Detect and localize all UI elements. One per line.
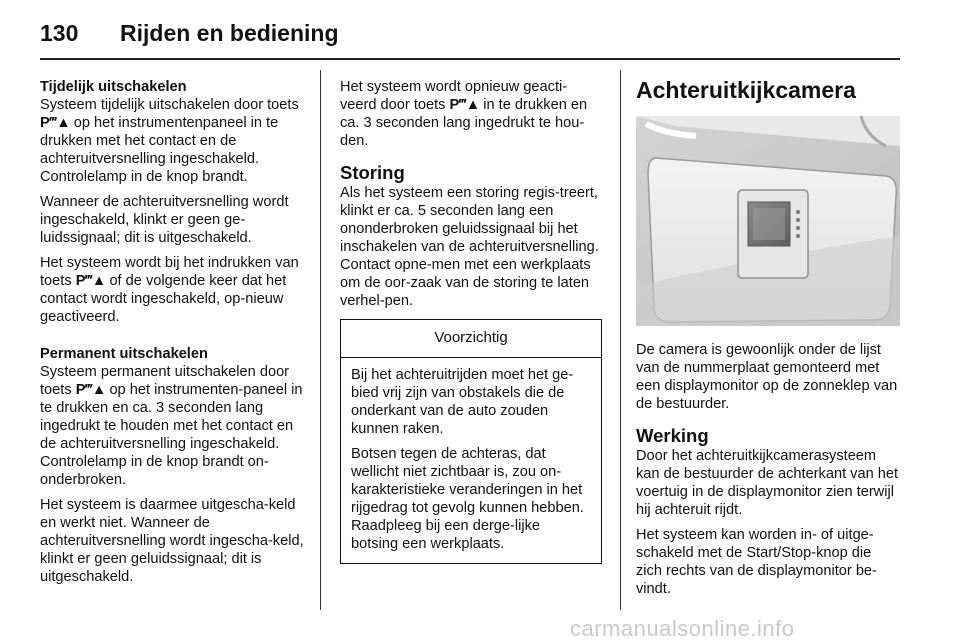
park-assist-button-icon: P′′′▲ bbox=[40, 115, 70, 131]
perm-heading: Permanent uitschakelen bbox=[40, 346, 208, 362]
sun-visor-monitor-illustration bbox=[636, 116, 900, 326]
perm-paragraph-1: Systeem permanent uitschakelen door toets P′′′▲ op het instrumenten-paneel in te drukken en ca. 3 seconden lang ingedrukt te houden met het contact en de achteruitversnelling ingeschakeld. Controlelamp in de knop brandt on-onderbroken. bbox=[40, 364, 303, 488]
storing-paragraph: Als het systeem een storing regis-treert, klinkt er ca. 5 seconden lang een ononderbroken geluidssignaal bij het inschakelen van de achteruitversnelling. Contact opne-men met een werkplaats om de oor-zaak van de storing te laten verhel-pen. bbox=[340, 185, 599, 309]
caution-paragraph-2: Botsen tegen de achteras, dat wellicht niet zichtbaar is, zou on-karakteristieke veranderingen in het rijgedrag tot gevolg kunnen hebben. Raadpleeg bij een derge-lijke botsing een werkplaats. bbox=[351, 446, 584, 552]
werking-heading: Werking bbox=[636, 425, 709, 446]
column-2 bbox=[340, 78, 602, 564]
reactivate-paragraph: Het systeem wordt opnieuw geacti-veerd door toets P′′′▲ in te drukken en ca. 3 seconden lang ingedrukt te hou-den. bbox=[340, 79, 588, 149]
caution-box bbox=[340, 319, 602, 564]
header-rule bbox=[40, 58, 900, 60]
column-divider-1 bbox=[320, 70, 321, 610]
perm-paragraph-2: Het systeem is daarmee uitgescha-keld en werkt niet. Wanneer de achteruitversnelling wordt ingescha-keld, klinkt er geen geluidssignaal; dit is uitgeschakeld. bbox=[40, 497, 304, 585]
section-title: Achteruitkijkcamera bbox=[636, 77, 856, 103]
temp-heading: Tijdelijk uitschakelen bbox=[40, 79, 187, 95]
column-divider-2 bbox=[620, 70, 621, 610]
park-assist-button-icon: P′′′▲ bbox=[449, 97, 480, 113]
chapter-title: Rijden en bediening bbox=[120, 20, 339, 46]
page-number: 130 bbox=[40, 20, 79, 46]
temp-paragraph-2: Wanneer de achteruitversnelling wordt ingeschakeld, klinkt er geen ge-luidssignaal; dit is uitgeschakeld. bbox=[40, 194, 289, 246]
storing-heading: Storing bbox=[340, 162, 405, 183]
page-header bbox=[40, 14, 900, 54]
caution-paragraph-1: Bij het achteruitrijden moet het ge-bied vrij zijn van obstakels die de onderkant van de auto zouden kunnen raken. bbox=[351, 367, 574, 437]
temp-paragraph-3: Het systeem wordt bij het indrukken van toets P′′′▲ of de volgende keer dat het contact wordt ingeschakeld, op-nieuw geactiveerd. bbox=[40, 255, 299, 325]
column-3 bbox=[636, 76, 900, 605]
camera-intro: De camera is gewoonlijk onder de lijst van de nummerplaat gemonteerd met een displaymonitor op de zonneklep van de bestuurder. bbox=[636, 342, 898, 412]
park-assist-button-icon: P′′′▲ bbox=[75, 273, 106, 289]
werking-paragraph-1: Door het achteruitkijkcamerasysteem kan de bestuurder de achterkant van het voertuig in de displaymonitor zien terwijl hij achteruit rijdt. bbox=[636, 448, 899, 518]
column-1 bbox=[40, 78, 306, 593]
caution-title: Voorzichtig bbox=[341, 320, 601, 358]
temp-paragraph-1: Systeem tijdelijk uitschakelen door toets P′′′▲ op het instrumentenpaneel in te drukken met het contact en de achteruitversnelling ingeschakeld. Controlelamp in de knop brandt. bbox=[40, 97, 299, 185]
park-assist-button-icon: P′′′▲ bbox=[75, 382, 106, 398]
werking-paragraph-2: Het systeem kan worden in- of uitge-schakeld met de Start/Stop-knop die zich rechts van de displaymonitor be-vindt. bbox=[636, 527, 877, 597]
watermark: carmanualsonline.info bbox=[570, 616, 795, 641]
